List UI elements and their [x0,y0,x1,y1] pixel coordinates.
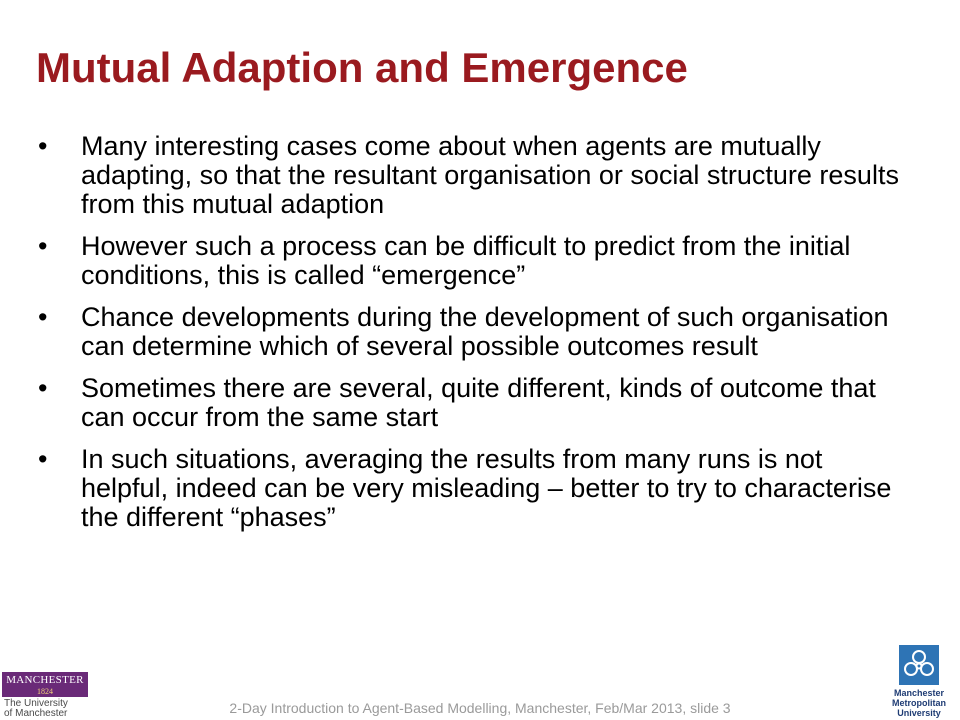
bullet-text: Many interesting cases come about when agents are mutually adapting, so that the resultant organisation or social structure results from this mutual adaption [81,131,899,219]
uom-logo-box [2,672,88,697]
bullet-text: Sometimes there are several, quite different, kinds of outcome that can occur from the same start [81,373,876,432]
bullet-icon: • [38,444,48,474]
bullet-item [36,232,916,290]
mmu-logo-line3: University [897,708,941,718]
bullet-text: Chance developments during the development of such organisation can determine which of several possible outcomes result [81,302,889,361]
bullet-item [36,445,916,532]
mmu-logo [880,645,958,720]
bullet-icon: • [38,131,48,161]
bullet-icon: • [38,302,48,332]
mmu-logo-line1: Manchester [893,688,945,698]
mmu-emblem-icon [899,645,939,685]
bullet-item [36,303,916,361]
bullet-text: However such a process can be difficult to predict from the initial conditions, this is called “emergence” [81,231,851,290]
bullet-icon: • [38,373,48,403]
bullet-item [36,374,916,432]
uom-logo-line2: of Manchester [4,708,68,719]
mmu-logo-line2: Metropolitan [892,698,946,708]
uom-logo-line1: The University [4,698,68,709]
slide-title: Mutual Adaption and Emergence [36,44,688,91]
uom-logo-text [4,699,88,719]
mmu-logo-text [880,688,958,718]
bullet-icon: • [38,231,48,261]
uom-logo-name: MANCHESTER [6,674,84,686]
bullet-text: In such situations, averaging the results from many runs is not helpful, indeed can be very misleading – better to try to characterise the different “phases” [81,444,892,532]
bullet-list [36,132,916,545]
bullet-item [36,132,916,219]
uom-logo-year: 1824 [37,687,53,696]
university-of-manchester-logo [2,672,88,720]
slide-footer: 2-Day Introduction to Agent-Based Modelling, Manchester, Feb/Mar 2013, slide 3 [229,700,731,716]
